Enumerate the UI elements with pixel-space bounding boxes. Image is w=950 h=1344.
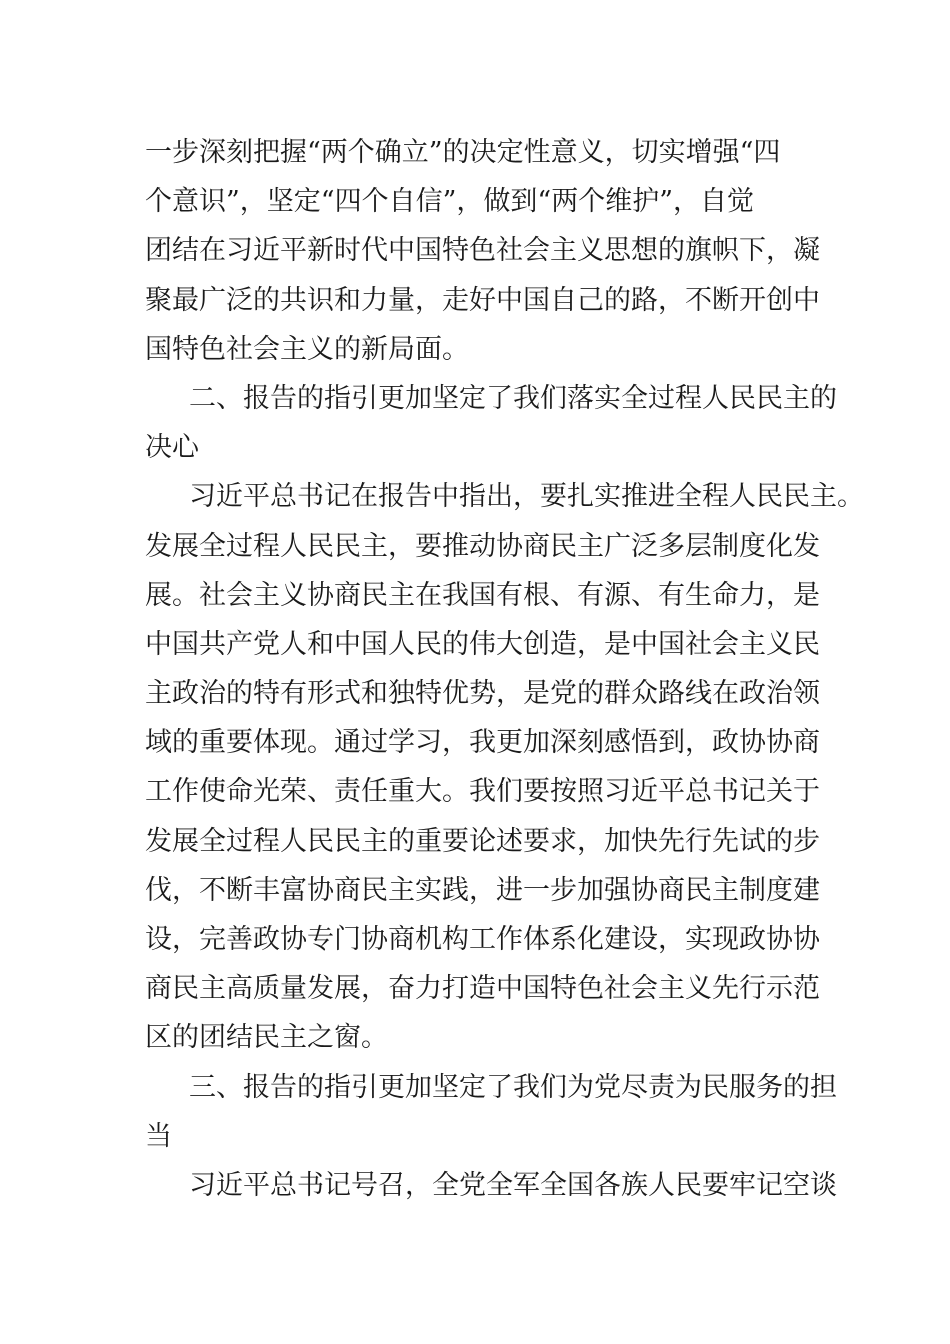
text-line: 中国共产党人和中国人民的伟大创造，是中国社会主义民 [145, 628, 820, 660]
text-line: 一步深刻把握“两个确立”的决定性意义，切实增强“四 [145, 137, 781, 168]
text-line: 商民主高质量发展，奋力打造中国特色社会主义先行示范 [145, 973, 820, 1005]
text-line: 团结在习近平新时代中国特色社会主义思想的旗帜下，凝 [145, 235, 820, 267]
text-line: 展。社会主义协商民主在我国有根、有源、有生命力，是 [145, 579, 820, 611]
text-line: 当 [145, 1120, 172, 1152]
text-line: 聚最广泛的共识和力量，走好中国自己的路，不断开创中 [145, 284, 820, 316]
text-line: 决心 [145, 432, 199, 464]
text-line: 发展全过程人民民主的重要论述要求，加快先行先试的步 [145, 825, 820, 857]
text-line: 区的团结民主之窗。 [145, 1022, 388, 1054]
document-body [145, 128, 864, 1210]
text-line: 国特色社会主义的新局面。 [145, 333, 469, 365]
text-line: 域的重要体现。通过学习，我更加深刻感悟到，政协协商 [145, 727, 820, 759]
text-line: 设，完善政协专门协商机构工作体系化建设，实现政协协 [145, 924, 820, 955]
text-line: 伐，不断丰富协商民主实践，进一步加强协商民主制度建 [145, 874, 820, 906]
paragraph-start-line: 二、报告的指引更加坚定了我们落实全过程人民民主的 [189, 382, 837, 414]
paragraph-start-line: 三、报告的指引更加坚定了我们为党尽责为民服务的担 [189, 1071, 837, 1103]
text-line: 个意识”，坚定“四个自信”，做到“两个维护”，自觉 [145, 186, 755, 218]
text-line: 工作使命光荣、责任重大。我们要按照习近平总书记关于 [145, 776, 820, 808]
text-line: 主政治的特有形式和独特优势，是党的群众路线在政治领 [145, 678, 820, 710]
paragraph-start-line: 习近平总书记号召，全党全军全国各族人民要牢记空谈 [189, 1169, 837, 1201]
text-line: 发展全过程人民民主，要推动协商民主广泛多层制度化发 [145, 530, 820, 562]
paragraph-start-line: 习近平总书记在报告中指出，要扎实推进全程人民民主。 [189, 481, 864, 513]
